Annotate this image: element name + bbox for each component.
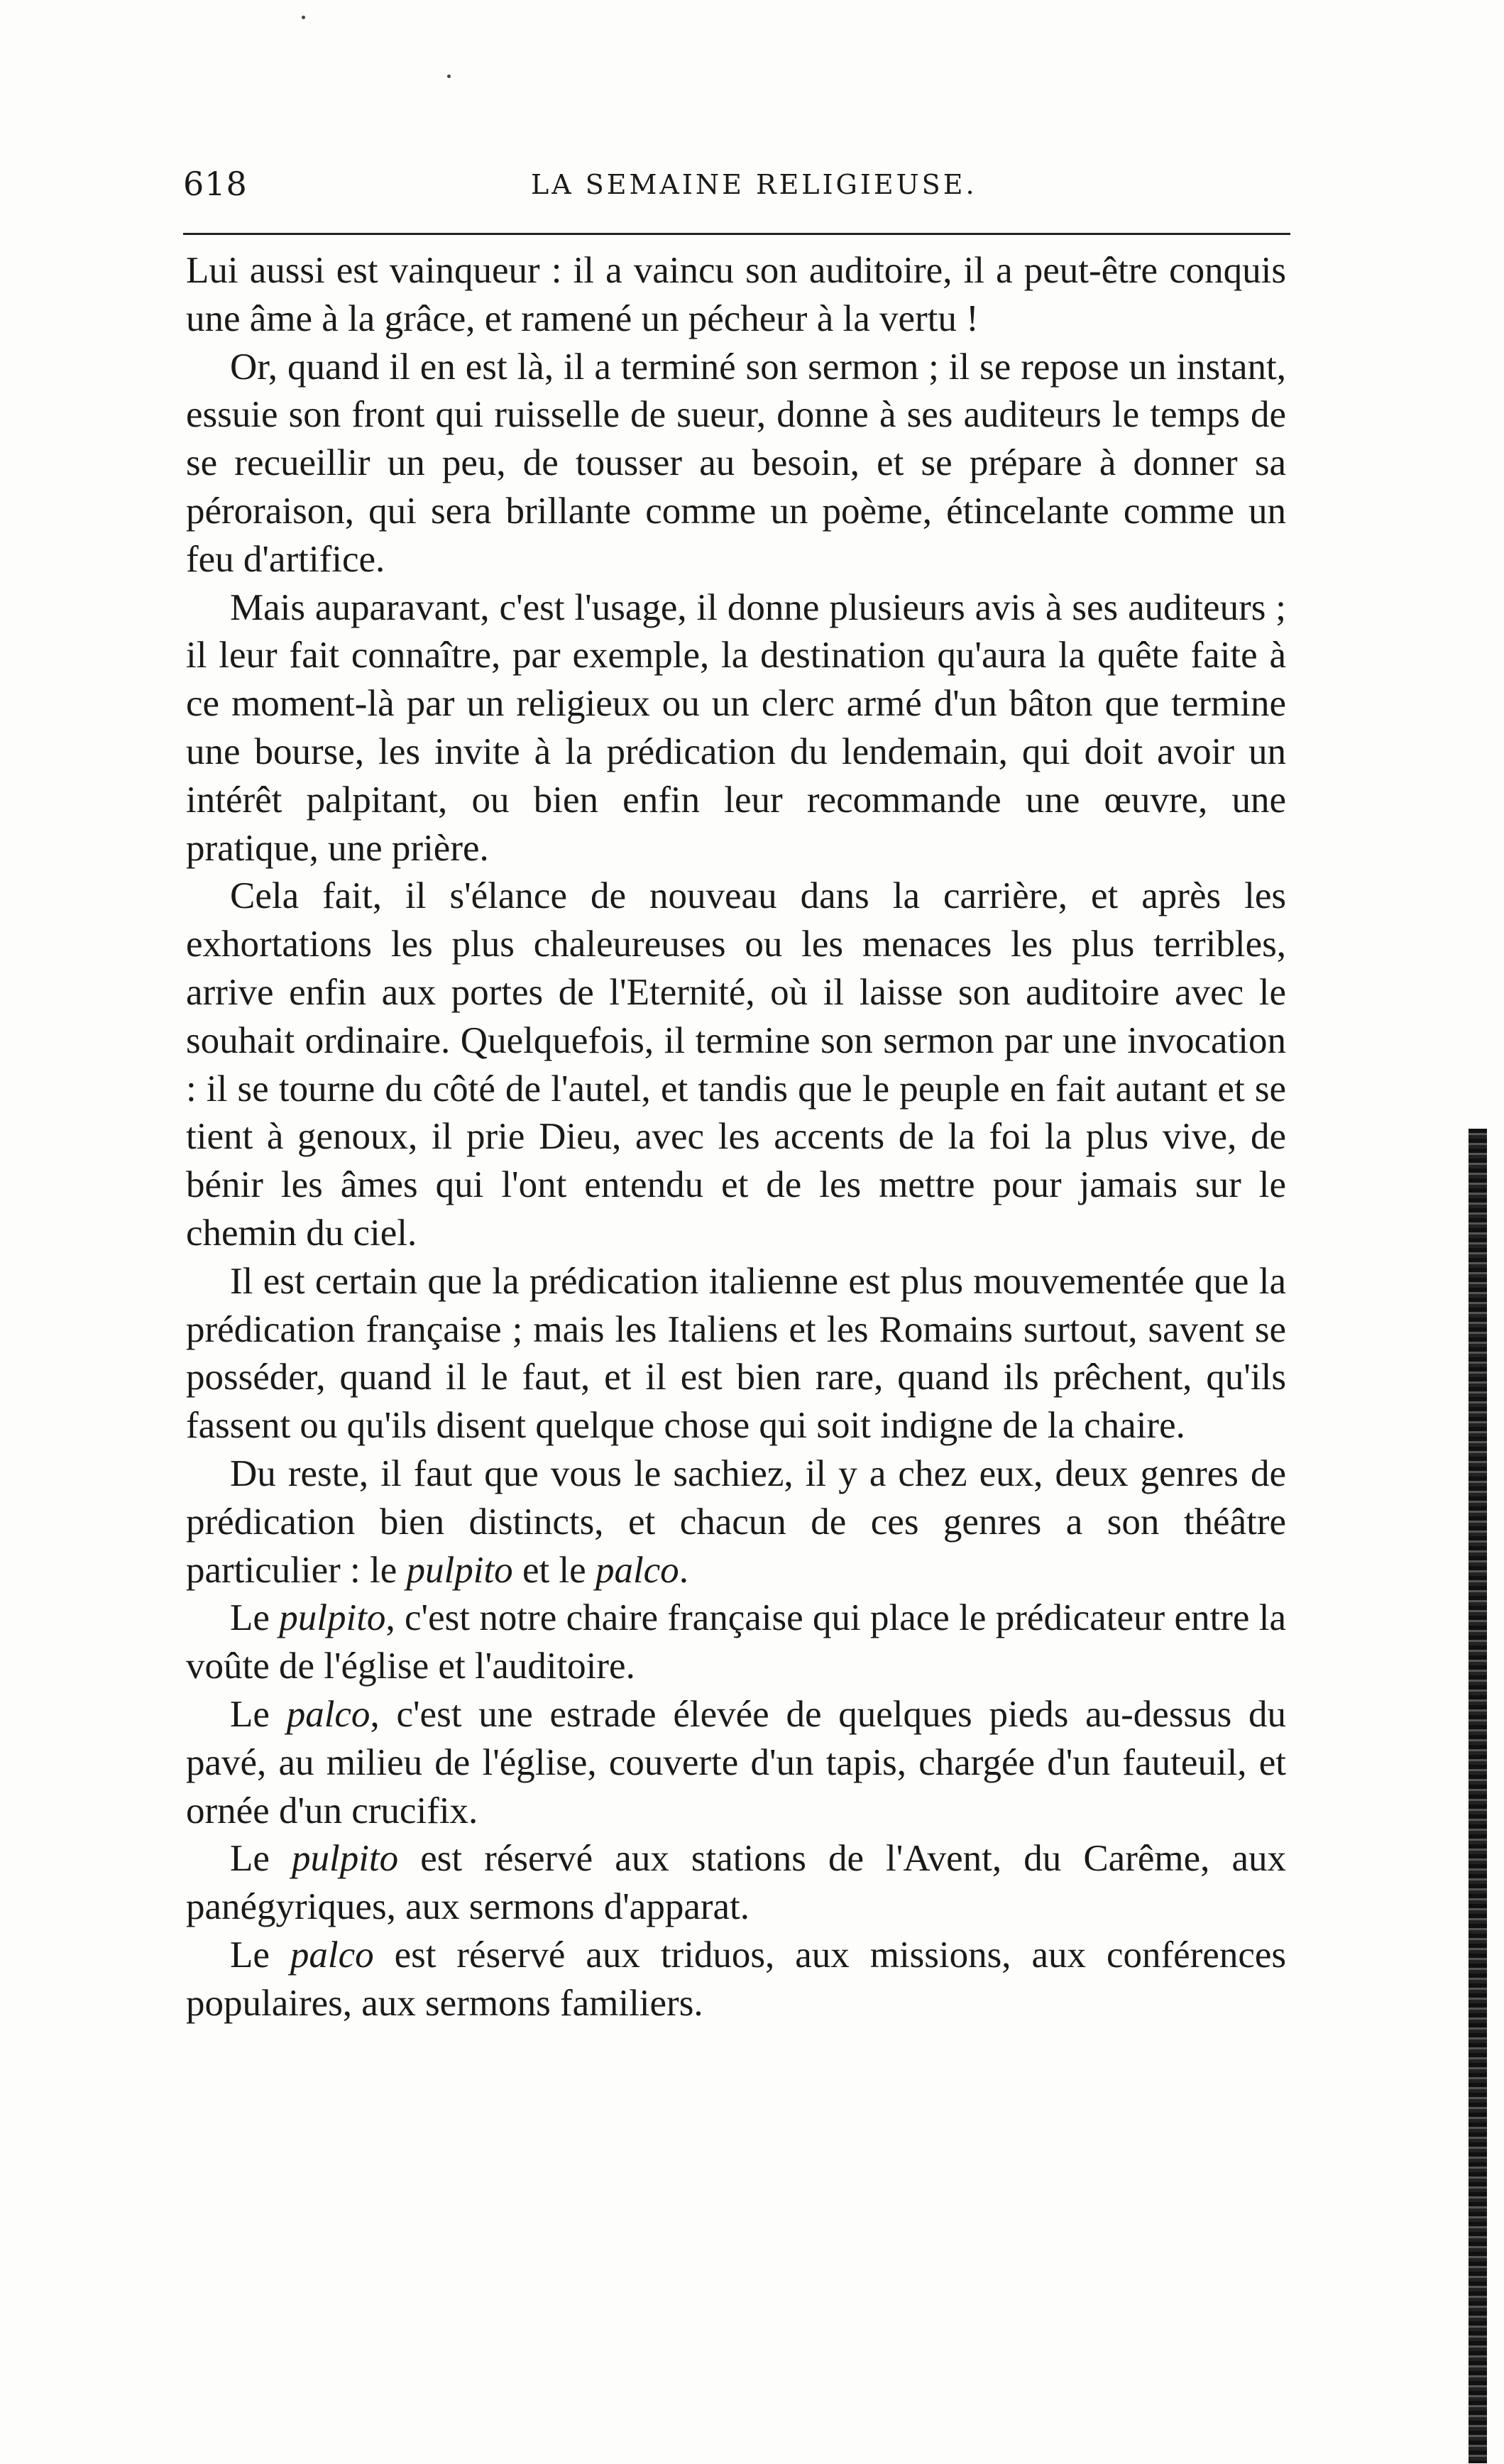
paragraph-9-text-a: Le [230, 1838, 292, 1880]
term-palco: palco [286, 1693, 370, 1735]
paragraph-10-text-b: est réservé aux triduos, aux missions, aux conférences populaires, aux sermons familiers. [186, 1934, 1286, 2024]
term-palco: palco [595, 1549, 679, 1591]
paragraph-6 [186, 1450, 1286, 1594]
running-head [183, 165, 1290, 207]
running-title: LA SEMAINE RELIGIEUSE. [531, 169, 977, 200]
paragraph-9 [186, 1835, 1286, 1932]
scan-edge-shadow [1469, 1129, 1487, 2463]
term-palco: palco [290, 1934, 374, 1976]
header-rule [183, 233, 1290, 235]
paragraph-4: Cela fait, il s'élance de nouveau dans la carrière, et après les exhortations les plus chaleureuses ou les menaces les plus terribles, arrive enfin aux portes de l'Eternité, où il laisse son auditoire avec le souhait ordinaire. Quelquefois, il termine son sermon par une invocation : il se tourne du côté de l'autel, et tandis que le peuple en fait autant et se tient à genoux, il prie Dieu, avec les accents de la foi la plus vive, de bénir les âmes qui l'ont entendu et de les mettre pour jamais sur le chemin du ciel. [186, 875, 1286, 1254]
paragraph-10-text-a: Le [230, 1934, 290, 1976]
term-pulpito: pulpito [291, 1838, 399, 1880]
scan-speck [302, 16, 305, 19]
term-pulpito: pulpito [279, 1597, 386, 1639]
page-number: 618 [183, 165, 248, 203]
paragraph-6-text-a: Du reste, il faut que vous le sachiez, il y a chez eux, deux genres de prédication bien distincts, et chacun de ces genres a son théâtre particulier : le [186, 1452, 1286, 1591]
paragraph-3: Mais auparavant, c'est l'usage, il donne plusieurs avis à ses auditeurs ; il leur fait connaître, par exemple, la destination qu'aura la quête faite à ce moment-là par un religieux ou un clerc armé d'un bâton que termine une bourse, les invite à la prédication du lendemain, qui doit avoir un intérêt palpitant, ou bien enfin leur recommande une œuvre, une pratique, une prière. [186, 586, 1286, 869]
paragraph-8-text-b: , c'est une estrade élevée de quelques pieds au-dessus du pavé, au milieu de l'église, couverte d'un tapis, chargée d'un fauteuil, et ornée d'un crucifix. [186, 1693, 1286, 1831]
scan-speck [447, 75, 451, 78]
paragraph-6-text-c: . [679, 1549, 688, 1591]
paragraph-7-text-a: Le [230, 1597, 280, 1639]
paragraph-10 [186, 1932, 1286, 2028]
paragraph-6-text-b: et le [512, 1549, 595, 1591]
paragraph-8-text-a: Le [230, 1693, 287, 1735]
body-text [186, 247, 1286, 2027]
paragraph-7-text-b: , c'est notre chaire française qui place le prédicateur entre la voûte de l'église et l'auditoire. [186, 1597, 1286, 1687]
term-pulpito: pulpito [406, 1549, 513, 1591]
paragraph-7 [186, 1594, 1286, 1691]
paragraph-1: Lui aussi est vainqueur : il a vaincu son auditoire, il a peut-être conquis une âme à la grâce, et ramené un pécheur à la vertu ! [186, 250, 1286, 339]
paragraph-9-text-b: est réservé aux stations de l'Avent, du Carême, aux panégyriques, aux sermons d'apparat. [186, 1838, 1286, 1928]
paragraph-8 [186, 1691, 1286, 1835]
paragraph-5: Il est certain que la prédication italienne est plus mouvementée que la prédication française ; mais les Italiens et les Romains surtout, savent se posséder, quand il le faut, et il est bien rare, quand ils prêchent, qu'ils fassent ou qu'ils disent quelque chose qui soit indigne de la chaire. [186, 1260, 1286, 1447]
paragraph-2: Or, quand il en est là, il a terminé son sermon ; il se repose un instant, essuie son front qui ruisselle de sueur, donne à ses auditeurs le temps de se recueillir un peu, de tousser au besoin, et se prépare à donner sa péroraison, qui sera brillante comme un poème, étincelante comme un feu d'artifice. [186, 346, 1286, 580]
